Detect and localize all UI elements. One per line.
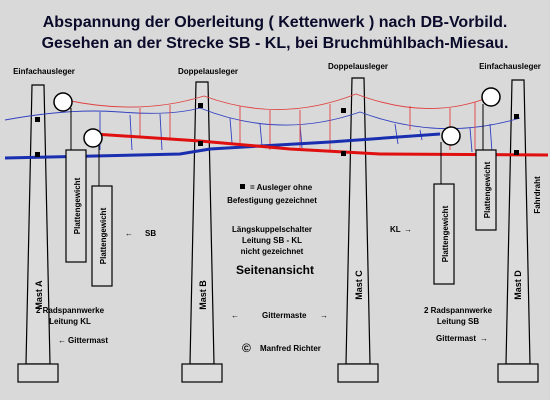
coupling-line-2: Leitung SB - KL (242, 236, 302, 245)
pulley-wheel-a (54, 93, 72, 111)
view-label: Seitenansicht (235, 263, 315, 277)
title-line-1: Abspannung der Oberleitung ( Kettenwerk ) nach DB-Vorbild. (42, 14, 508, 31)
arrow-left-sb: ← (125, 229, 133, 238)
mast-c-top-label: Doppelausleger (327, 62, 389, 71)
radspann-right-line-2: Leitung SB (436, 317, 480, 326)
arrow-left-gittermast: ← (58, 336, 66, 345)
pulley-wheel-b (84, 129, 102, 147)
mast-c-name: Mast C (354, 270, 364, 300)
coupling-line-1: Längskuppelschalter (231, 225, 313, 234)
plate-weight-4-label: Plattengewicht (483, 161, 492, 219)
copyright-label: Manfred Richter (260, 344, 321, 353)
mast-c (338, 78, 378, 382)
pulley-wheel-d (482, 88, 500, 106)
arrow-right-gittermast: → (480, 334, 488, 343)
title-line-2: Gesehen an der Strecke SB - KL, bei Bruchmühlbach-Miesau. (41, 35, 509, 52)
mast-a-name: Mast A (34, 280, 44, 310)
mast-b-top-label: Doppelausleger (177, 67, 239, 76)
radspann-right-line-1: 2 Radspannwerke (423, 306, 493, 315)
gittermaste-label: Gittermaste (262, 311, 307, 320)
copyright-symbol: © (242, 341, 251, 355)
mast-d-name: Mast D (513, 270, 523, 300)
legend-line-2: Befestigung gezeichnet (227, 196, 317, 205)
mast-a (18, 85, 58, 382)
mast-d (498, 80, 538, 382)
direction-kl: KL (390, 225, 401, 234)
mast-d-top-label: Einfachausleger (479, 62, 541, 71)
pulley-wheel-c (442, 127, 460, 145)
mast-b (182, 82, 222, 382)
legend-line-1: = Ausleger ohne (250, 183, 313, 192)
radspann-left-line-2: Leitung KL (49, 317, 91, 326)
plate-weight-3-label: Plattengewicht (441, 205, 450, 263)
plate-weight-1-label: Plattengewicht (73, 177, 82, 235)
gittermast-left-label: Gittermast (68, 336, 109, 345)
legend-bracket-marker (240, 184, 245, 189)
gittermast-right-label: Gittermast (436, 334, 477, 343)
catenary-red-thin (66, 94, 492, 150)
arrow-right-gittermaste: → (320, 311, 328, 320)
radspann-left-line-1: 2 Radspannwerke (35, 306, 105, 315)
direction-sb: SB (145, 229, 157, 238)
arrow-right-kl: → (404, 225, 412, 234)
mast-a-top-label: Einfachausleger (13, 67, 75, 76)
coupling-line-3: nicht gezeichnet (240, 247, 304, 256)
mast-b-name: Mast B (198, 280, 208, 310)
plate-weight-2-label: Plattengewicht (99, 207, 108, 265)
arrow-left-gittermaste: ← (231, 311, 239, 320)
fahrdraht-label: Fahrdraht (533, 176, 542, 214)
